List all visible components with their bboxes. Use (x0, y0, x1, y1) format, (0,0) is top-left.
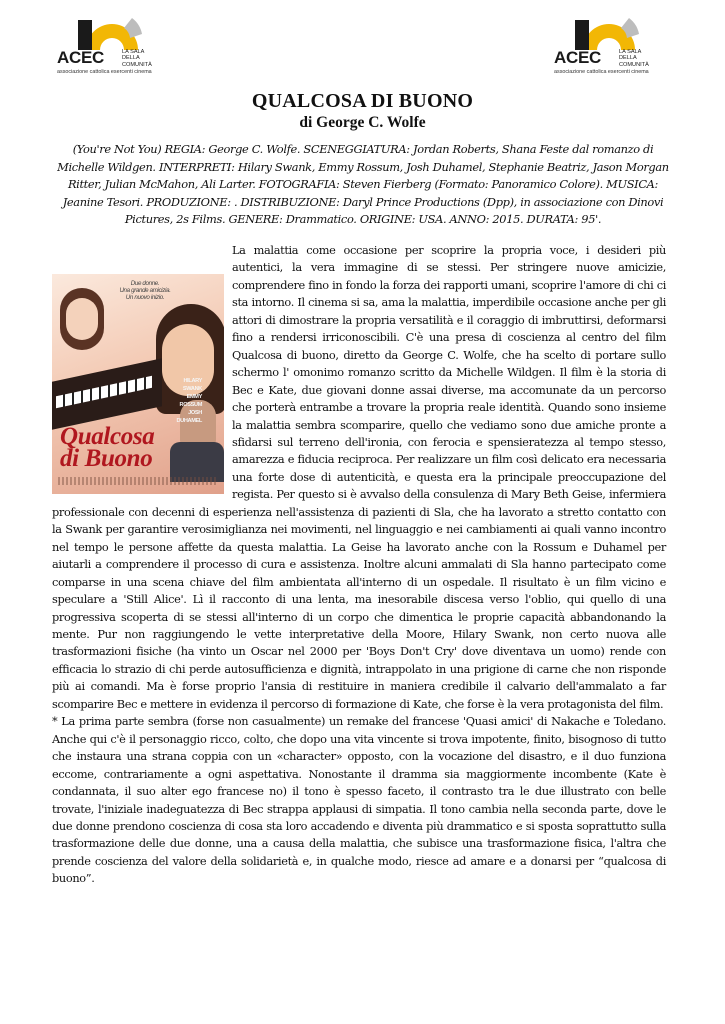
poster-cast-name: HILARY (183, 378, 202, 384)
film-credits: (You're Not You) REGIA: George C. Wolfe. SCENEGGIATURA: Jordan Roberts, Shana Feste dal romanzo di Michelle Wildgen. INTERPRETI: Hilary Swank, Emmy Rossum, Josh Duhamel, Stephanie Beatriz, Jason Morgan Ritter, Julian McMahon, Ali Larter. FOTOGRAFIA: Steven Fierberg (Formato: Panoramico Colore). MUSICA: Jeanine Tesori. PRODUZIONE: . DISTRIBUZIONE: Daryl Prince Productions (Dpp), in associazione con Dinovi Pictures, 2s Films. GENERE: Drammatico. ORIGINE: USA. ANNO: 2015. DURATA: 95'. (57, 142, 669, 227)
poster-cast-name: EMMY (186, 394, 202, 400)
movie-poster (52, 274, 224, 494)
poster-billing-block (58, 477, 218, 485)
logo-subtext: LA SALA DELLA COMUNITÀ (122, 49, 152, 68)
poster-tagline: Due donne. Una grande amicizia. Un nuovo inizio. (119, 280, 171, 301)
page-subtitle: di George C. Wolfe (299, 114, 426, 131)
poster-cast-name: JOSH (188, 410, 202, 416)
poster-cast-name: SWANK (182, 386, 202, 392)
acec-logo-left (56, 14, 168, 80)
acec-logo-right (553, 14, 665, 80)
poster-cast-name: ROSSUM (179, 402, 202, 408)
poster-title: Qualcosa di Buono (60, 423, 155, 472)
logo-text: ACEC (554, 48, 601, 67)
poster-cast (148, 377, 202, 425)
logo-text: ACEC (57, 48, 104, 67)
article-body (52, 242, 666, 888)
poster-cast-name: DUHAMEL (176, 418, 202, 424)
logo-subtext: LA SALA DELLA COMUNITÀ (619, 49, 649, 68)
logo-tagline: associazione cattolica esercenti cinema (57, 69, 152, 75)
page-title: QUALCOSA DI BUONO (251, 90, 474, 112)
article-paragraph-2: * La prima parte sembra (forse non casualmente) un remake del francese 'Quasi amici' di Nakache e Toledano. Anche qui c'è il personaggio ricco, colto, che dopo una vita vincente si trova impotente, finito, bisognoso di tutto che instaura una strana coppia con un «character» opposto, con la vocazione del disastro, e il duo funziona eccome, contrariamente a ogni aspettativa. Nonostante il dramma sia maggiormente incombente (Kate è condannata, il suo alter ego francese no) il tono è spesso faceto, il contrasto tra le due illustrato con belle trovate, l'iniziale inadeguatezza di Bec strappa applausi di simpatia. Il tono cambia nella seconda parte, dove le due donne prendono coscienza di cosa sta loro accadendo e diventa più drammatico e si sposta soprattutto sulla trasformazione delle due donne, una a causa della malattia, che subisce una trasformazione fisica, l'altra che prende coscienza del valore della solidarietà e, in qualche modo, riesce ad amare e a donarsi per “qualcosa di buono”. (52, 714, 666, 886)
article-paragraph-1: La malattia come occasione per scoprire la propria voce, i desideri più autentici, la vera immagine di se stessi. Per stringere nuove amicizie, comprendere fino in fondo la forza dei rapporti umani, scoprire l'amore di chi ci sta intorno. Il cinema si sa, ama la malattia, imperdibile occasione anche per gli attori di dimostrare la propria versatilità e il coraggio di imbruttirsi, deformarsi fino a rendersi irriconoscibili. C'è una presa di coscienza al centro del film Qualcosa di buono, diretto da George C. Wolfe, che ha scelto di portare sullo schermo l' omonimo romanzo scritto da Michelle Wildgen. Il film è la storia di Bec e Kate, due giovani donne assai diverse, ma accomunate da un percorso che porterà entrambe a trovare la propria reale identità. Quando sono insieme la malattia sembra scomparire, quello che vediamo sono due amiche pronte a sfidarsi sul terreno dell'ironia, con ferocia e spensieratezza al tempo stesso, amarezza e fiducia reciproca. Per realizzare un film così delicato era necessaria una forte dose di autenticità, e questa era la principale preoccupazione del regista. Per questo si è avvalso della consulenza di Mary Beth Geise, infermiera professionale con decenni di esperienza nell'assistenza di pazienti di Sla, che ha lavorato a stretto contatto con la Swank per garantire verosimiglianza nei movimenti, nel linguaggio e nei cambiamenti ai quali vanno incontro nel tempo le persone affette da questa malattia. La Geise ha lavorato anche con la Rossum e Duhamel per aiutarli a comprendere il processo di cura e assistenza. Inoltre alcuni ammalati di Sla hanno partecipato come comparse in una scena chiave del film ambientata all'interno di un ospedale. Il risultato è un film vicino e speculare a 'Still Alice'. Lì il racconto di una lenta, ma inesorabile discesa verso l'oblio, qui quello di una progressiva scoperta di se stessi all'interno di un corpo che dimentica le proprie capacità abbandonando la mente. Pur non raggiungendo le vette interpretative della Moore, Hilary Swank, non certo nuova alle trasformazioni fisiche (ha vinto un Oscar nel 2000 per 'Boys Don't Cry' dove diventava un uomo) rende con efficacia lo strazio di chi perde autosufficienza e dignità, intrappolato in una prigione di carne che non risponde più ai comandi. Ma è forse proprio l'ansia di restituire in maniera credibile il calvario dell'ammalato a far scomparire Bec e mettere in evidenza il percorso di formazione di Kate, che forse è la vera protagonista del film. (52, 243, 666, 711)
logo-tagline: associazione cattolica esercenti cinema (554, 69, 649, 75)
